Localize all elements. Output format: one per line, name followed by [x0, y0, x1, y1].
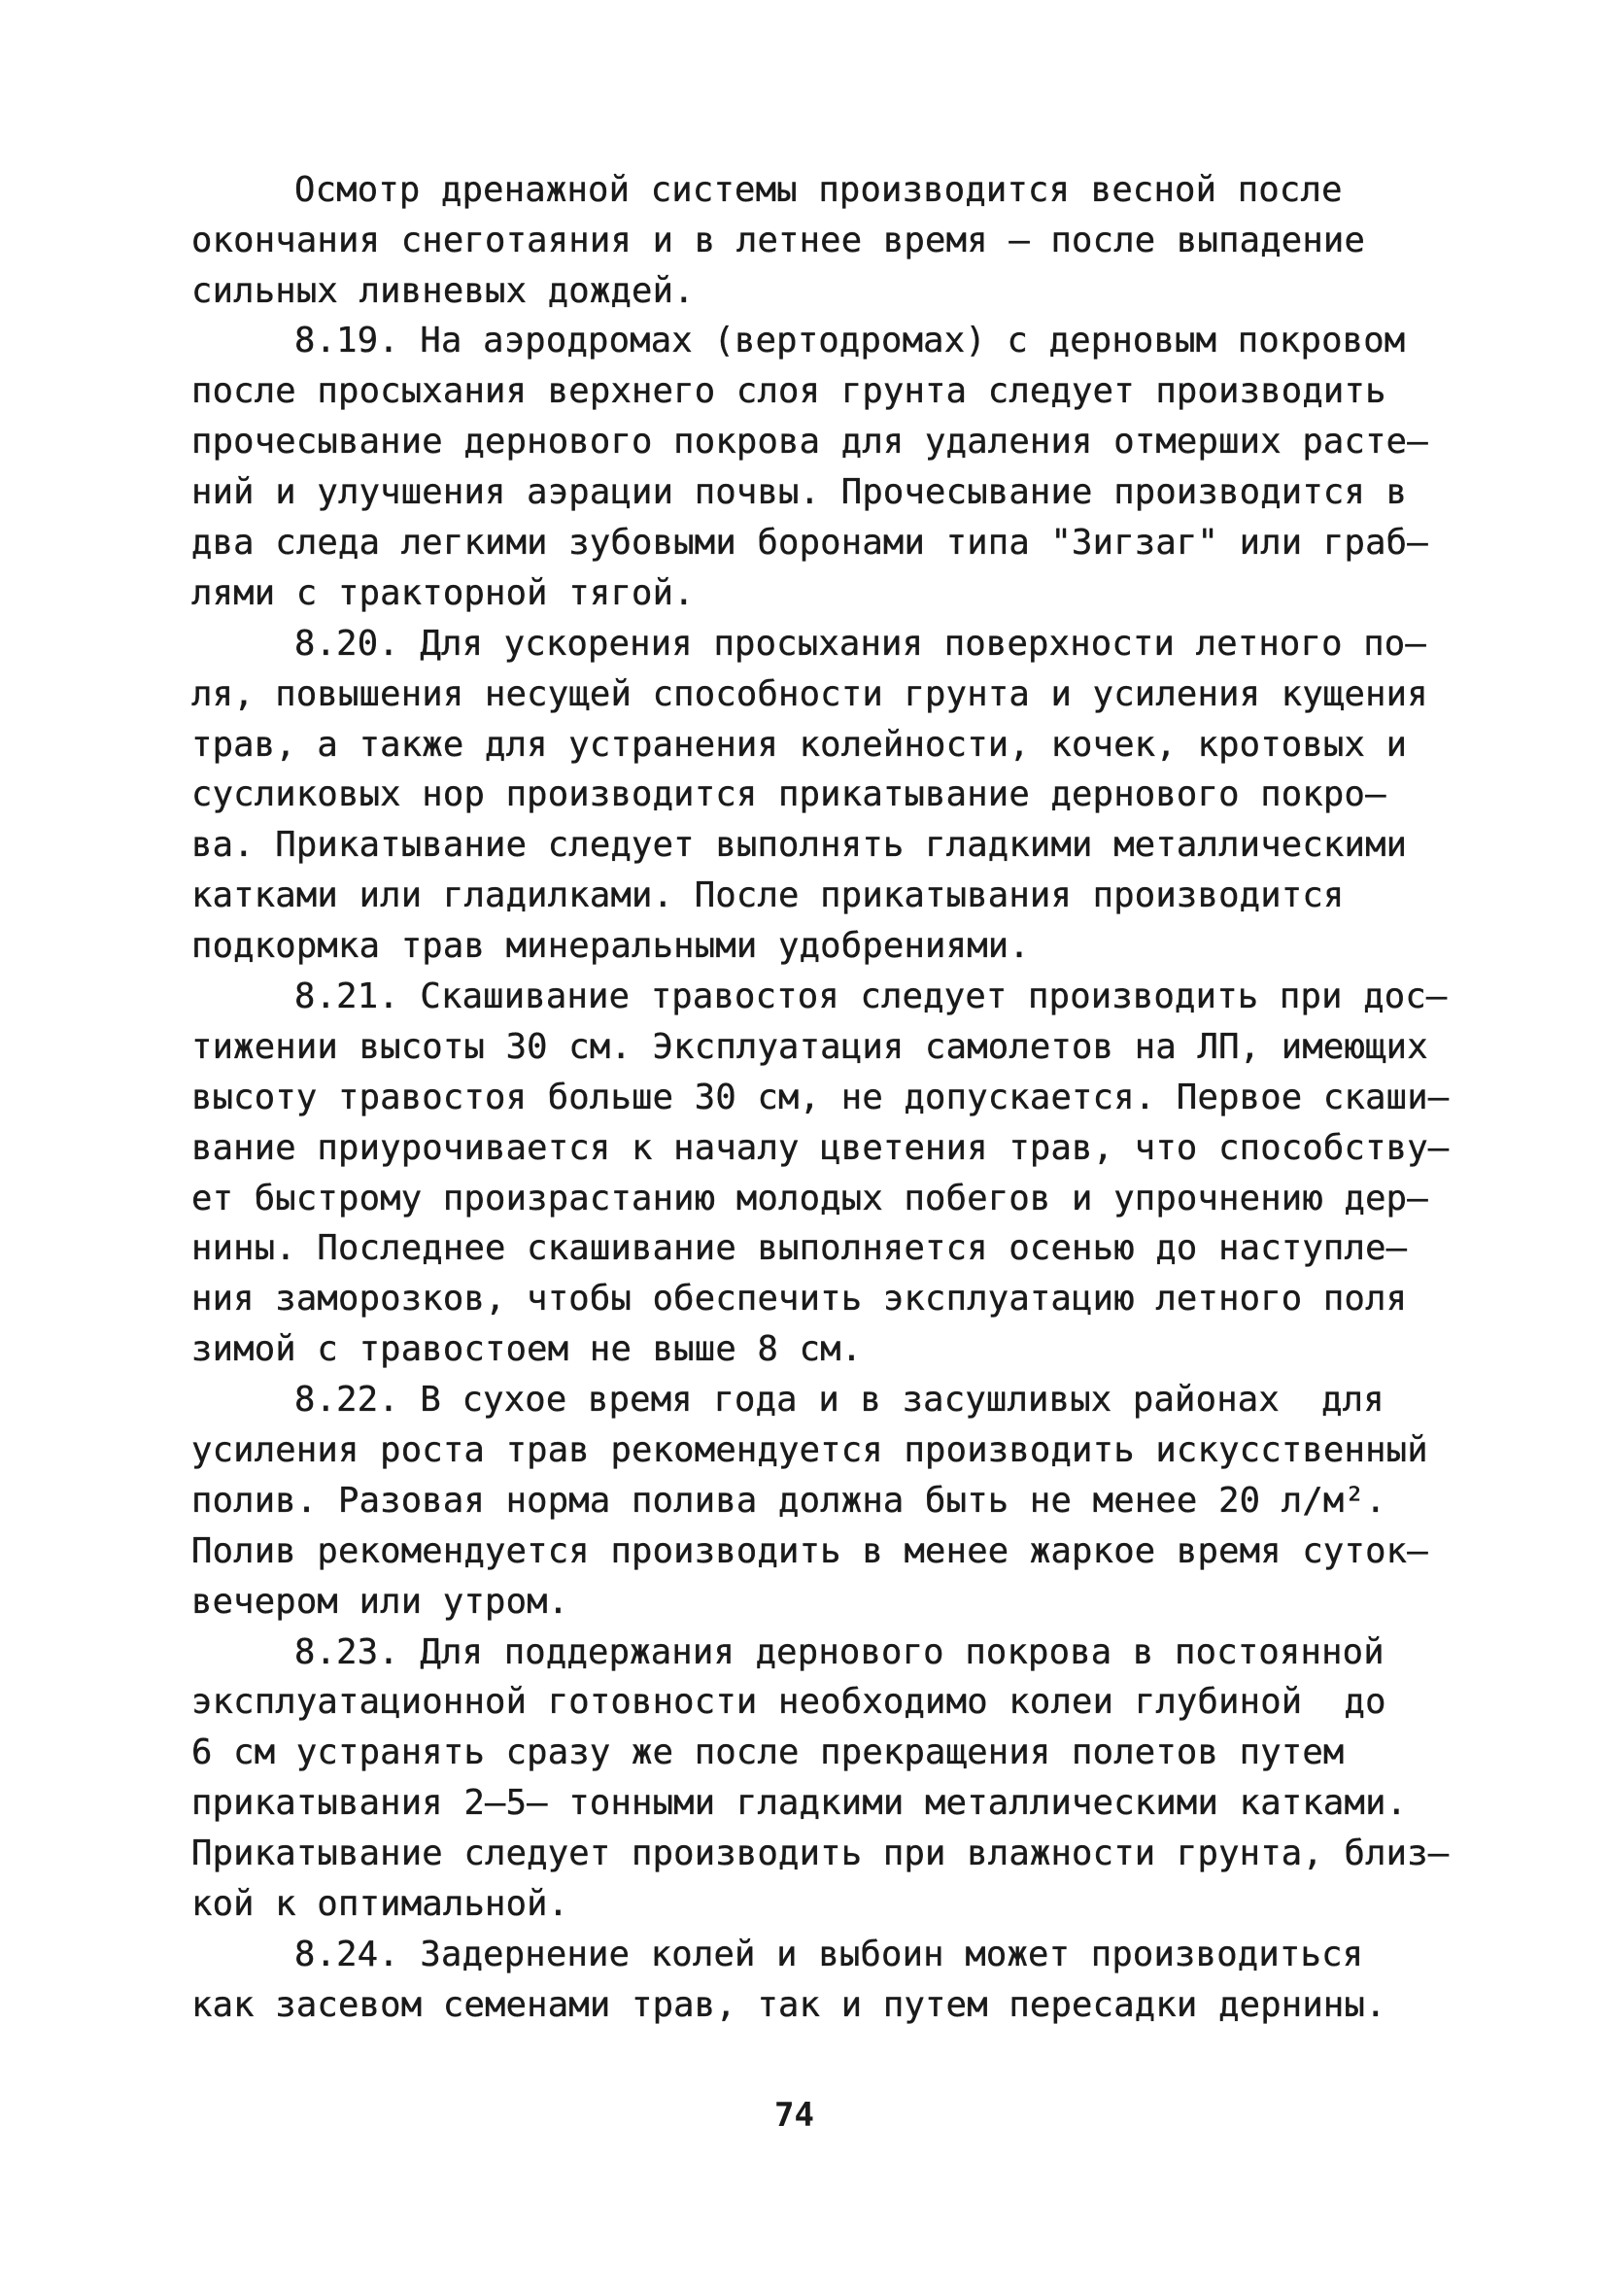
text-line: прочесывание дернового покрова для удаления отмерших расте–: [191, 422, 1428, 462]
text-line: зимой с травостоем не выше 8 см.: [191, 1329, 863, 1369]
text-line: усиления роста трав рекомендуется производить искусственный: [191, 1430, 1428, 1470]
text-line: 8.20. Для ускорения просыхания поверхности летного по–: [294, 624, 1426, 664]
text-line: 8.21. Скашивание травостоя следует производить при дос–: [294, 977, 1448, 1016]
text-line: трав, а также для устранения колейности, кочек, кротовых и: [191, 725, 1408, 765]
text-line: ет быстрому произрастанию молодых побегов и упрочнению дер–: [191, 1179, 1428, 1218]
text-line: тижении высоты 30 см. Эксплуатация самолетов на ЛП, имеющих: [191, 1027, 1428, 1067]
text-line: окончания снеготаяния и в летнее время – после выпадение: [191, 221, 1366, 260]
text-line: ния заморозков, чтобы обеспечить эксплуатацию летного поля: [191, 1279, 1408, 1319]
text-line: сусликовых нор производится прикатывание дернового покро–: [191, 774, 1386, 814]
text-line: 8.23. Для поддержания дернового покрова в постоянной: [294, 1632, 1385, 1672]
text-line: ля, повышения несущей способности грунта и усиления кущения: [191, 674, 1428, 714]
text-line: прикатывания 2–5– тонными гладкими металлическими катками.: [191, 1783, 1408, 1823]
text-line: ний и улучшения аэрации почвы. Прочесывание производится в: [191, 472, 1408, 512]
text-line: 8.19. На аэродромах (вертодромах) с дерновым покровом: [294, 321, 1406, 360]
text-line: вание приурочивается к началу цветения трав, что способству–: [191, 1128, 1450, 1168]
text-line: подкормка трав минеральными удобрениями.: [191, 926, 1030, 966]
text-line: как засевом семенами трав, так и путем пересадки дернины.: [191, 1985, 1386, 2025]
text-line: высоту травостоя больше 30 см, не допускается. Первое скаши–: [191, 1078, 1450, 1117]
text-line: лями с тракторной тягой.: [191, 573, 695, 613]
text-line: 6 см устранять сразу же после прекращения полетов путем: [191, 1732, 1345, 1772]
text-line: сильных ливневых дождей.: [191, 271, 695, 311]
text-line: Осмотр дренажной системы производится весной после: [294, 170, 1343, 210]
text-line: 8.24. Задернение колей и выбоин может производиться: [294, 1935, 1364, 1974]
text-line: Полив рекомендуется производить в менее жаркое время суток–: [191, 1531, 1428, 1571]
text-line: эксплуатационной готовности необходимо колеи глубиной до: [191, 1682, 1386, 1722]
text-line: вечером или утром.: [191, 1582, 569, 1622]
text-line: после просыхания верхнего слоя грунта следует производить: [191, 371, 1386, 411]
text-line: 8.22. В сухое время года и в засушливых районах для: [294, 1380, 1385, 1420]
text-line: катками или гладилками. После прикатывания производится: [191, 875, 1345, 915]
text-line: кой к оптимальной.: [191, 1884, 569, 1924]
text-line: Прикатывание следует производить при влажности грунта, близ–: [191, 1833, 1450, 1873]
text-line: полив. Разовая норма полива должна быть не менее 20 л/м².: [191, 1481, 1386, 1521]
page-number: 74: [774, 2096, 814, 2135]
text-line: два следа легкими зубовыми боронами типа "Зигзаг" или граб–: [191, 523, 1428, 563]
text-line: ва. Прикатывание следует выполнять гладкими металлическими: [191, 825, 1408, 865]
text-line: нины. Последнее скашивание выполняется осенью до наступле–: [191, 1228, 1408, 1268]
